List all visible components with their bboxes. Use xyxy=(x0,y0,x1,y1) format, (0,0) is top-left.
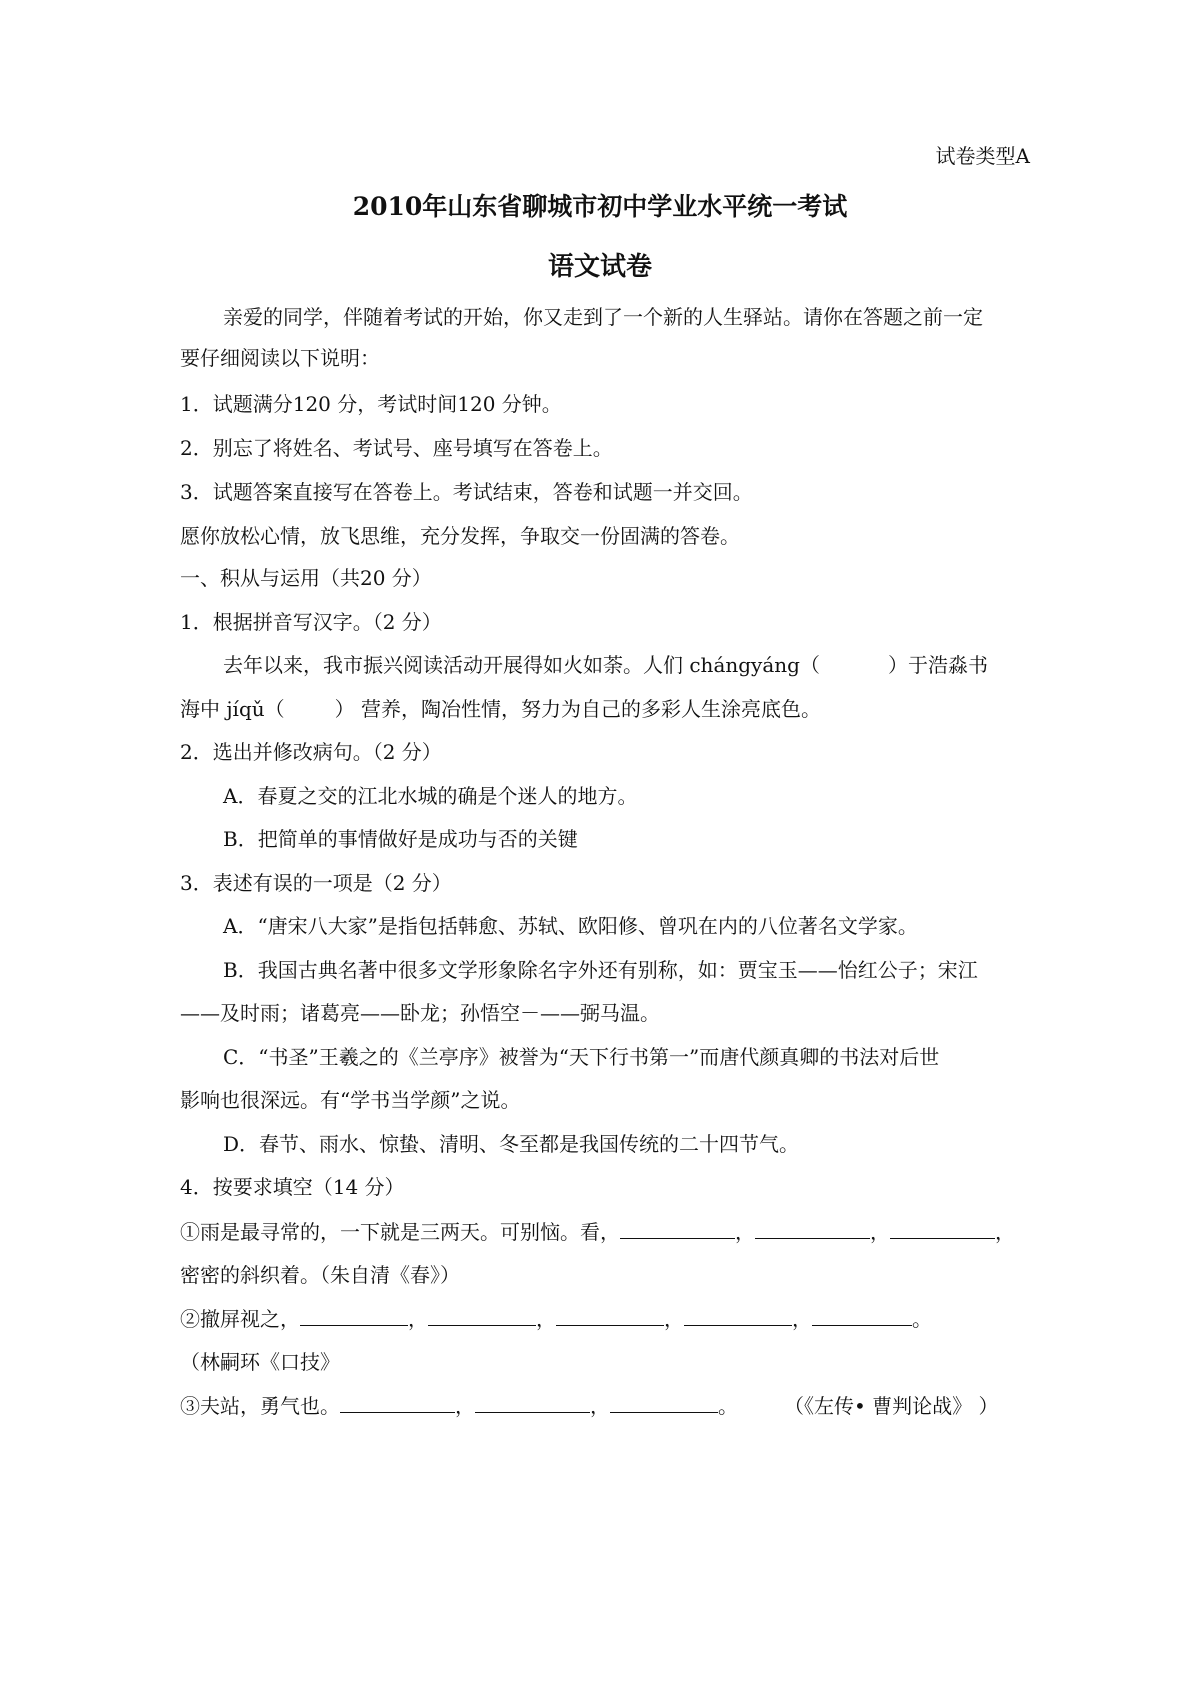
rule-item-2: 2．别忘了将姓名、考试号、座号填写在答卷上。 xyxy=(180,436,613,460)
paper-type-label: 试卷类型A xyxy=(935,144,1030,168)
question-1-text-line1 xyxy=(223,650,1033,680)
question-4-item-1-line2: 密密的斜织着。（朱自清《春》） xyxy=(180,1263,460,1287)
rule-item-1: 1．试题满分120 分，考试时间120 分钟。 xyxy=(180,392,562,416)
fill-blank[interactable] xyxy=(684,1303,792,1326)
fill-blank[interactable] xyxy=(340,1390,455,1413)
fill-blank[interactable] xyxy=(620,1216,735,1239)
comma: ， xyxy=(995,1220,1015,1244)
comma: ， xyxy=(408,1307,428,1331)
comma: ， xyxy=(735,1220,755,1244)
item-3-lead: ③夫站，勇气也。 xyxy=(180,1394,340,1418)
question-3-option-c-line2: 影响也很深远。有“学书当学颜”之说。 xyxy=(180,1088,521,1112)
question-1-text-a: 去年以来，我市振兴阅读活动开展得如火如荼。人们 chángyáng（ xyxy=(223,653,820,677)
comma: ， xyxy=(536,1307,556,1331)
exam-subtitle: 语文试卷 xyxy=(547,252,652,282)
fill-blank[interactable] xyxy=(610,1390,718,1413)
comma: ， xyxy=(792,1307,812,1331)
comma: ， xyxy=(870,1220,890,1244)
question-1-text-c: 海中 jíqǔ（ xyxy=(180,697,285,721)
item-1-lead: ①雨是最寻常的，一下就是三两天。可别恼。看， xyxy=(180,1220,620,1244)
section-heading: 一、积从与运用（共20 分） xyxy=(180,566,432,590)
question-2-option-b: B．把简单的事情做好是成功与否的关键 xyxy=(223,827,578,851)
intro-paragraph-line2: 要仔细阅读以下说明： xyxy=(180,346,380,370)
fill-blank[interactable] xyxy=(755,1216,870,1239)
question-3-option-a: A．“唐宋八大家”是指包括韩愈、苏轼、欧阳修、曾巩在内的八位著名文学家。 xyxy=(223,914,918,938)
fill-blank[interactable] xyxy=(428,1303,536,1326)
question-1-text-line2 xyxy=(180,694,1030,724)
question-3-option-b-line1: B．我国古典名著中很多文学形象除名字外还有别称，如：贾宝玉——怡红公子；宋江 xyxy=(223,958,978,982)
question-2-option-a: A．春夏之交的江北水城的确是个迷人的地方。 xyxy=(223,784,638,808)
period: 。 xyxy=(912,1307,932,1331)
fill-blank[interactable] xyxy=(556,1303,664,1326)
question-1-text-b: ）于浩淼书 xyxy=(887,653,988,677)
fill-blank[interactable] xyxy=(475,1390,590,1413)
question-3-stem: 3．表述有误的一项是（2 分） xyxy=(180,871,452,895)
fill-blank[interactable] xyxy=(812,1303,912,1326)
fill-blank[interactable] xyxy=(300,1303,408,1326)
item-2-lead: ②撤屏视之， xyxy=(180,1307,300,1331)
question-4-item-1-line1 xyxy=(180,1216,1030,1247)
question-1-text-d: ） 营养，陶冶性情，努力为自己的多彩人生涂亮底色。 xyxy=(334,697,821,721)
question-3-option-c-line1: C．“书圣”王羲之的《兰亭序》被誉为“天下行书第一”而唐代颜真卿的书法对后世 xyxy=(223,1045,940,1069)
exam-title: 2010年山东省聊城市初中学业水平统一考试 xyxy=(352,192,848,221)
question-2-stem: 2．选出并修改病句。（2 分） xyxy=(180,740,442,764)
question-1-stem: 1．根据拼音写汉字。（2 分） xyxy=(180,610,442,634)
rule-item-3: 3．试题答案直接写在答卷上。考试结束，答卷和试题一并交回。 xyxy=(180,480,753,504)
question-4-item-2-source: （林嗣环《口技》 xyxy=(180,1350,340,1374)
question-3-option-b-line2: ——及时雨；诸葛亮——卧龙；孙悟空－——弼马温。 xyxy=(180,1001,660,1025)
intro-paragraph-line1: 亲爱的同学，伴随着考试的开始，你又走到了一个新的人生驿站。请你在答题之前一定 xyxy=(223,305,983,329)
wish-text: 愿你放松心情，放飞思维，充分发挥，争取交一份固满的答卷。 xyxy=(180,524,740,548)
question-4-stem: 4．按要求填空（14 分） xyxy=(180,1175,405,1199)
period: 。 xyxy=(718,1394,738,1418)
fill-blank[interactable] xyxy=(890,1216,995,1239)
question-4-item-2-line1 xyxy=(180,1303,1030,1334)
question-3-option-d: D．春节、雨水、惊蛰、清明、冬至都是我国传统的二十四节气。 xyxy=(223,1132,800,1156)
comma: ， xyxy=(664,1307,684,1331)
comma: ， xyxy=(455,1394,475,1418)
item-3-source: （《左传• 曹判论战》 ） xyxy=(784,1394,999,1418)
question-4-item-3-line xyxy=(180,1390,1030,1421)
comma: ， xyxy=(590,1394,610,1418)
